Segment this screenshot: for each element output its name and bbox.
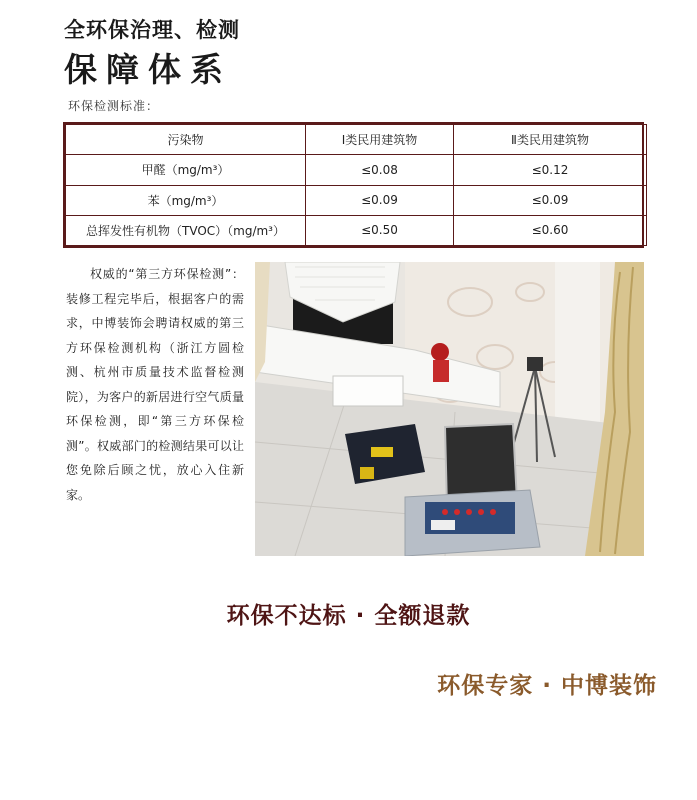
page-title-line2: 保障体系 bbox=[64, 50, 232, 89]
body-paragraph: 权威的“第三方环保检测”：装修工程完毕后，根据客户的需求，中博装饰会聘请权威的第三方环保检测机构（浙江方圆检测、杭州市质量技术监督检测院），为客户的新居进行空气质量环保检测，即“第三方环保检测”。权威部门的检测结果可以让您免除后顾之忧，放心入住新家。 bbox=[66, 267, 244, 502]
table-row bbox=[66, 155, 647, 185]
table-row bbox=[66, 185, 647, 215]
table-row bbox=[66, 215, 647, 245]
header-class-2: Ⅱ类民用建筑物 bbox=[454, 125, 647, 155]
cell-pollutant: 甲醛（mg/m³） bbox=[66, 155, 306, 185]
inspection-photo bbox=[255, 262, 644, 556]
cell-pollutant: 苯（mg/m³） bbox=[66, 185, 306, 215]
table-header-row bbox=[66, 125, 647, 155]
cell-class-2: ≤0.12 bbox=[454, 155, 647, 185]
header-class-1: Ⅰ类民用建筑物 bbox=[306, 125, 454, 155]
cell-class-1: ≤0.09 bbox=[306, 185, 454, 215]
cell-class-2: ≤0.60 bbox=[454, 215, 647, 245]
cell-class-1: ≤0.50 bbox=[306, 215, 454, 245]
refund-slogan: 环保不达标 · 全额退款 bbox=[226, 603, 471, 629]
standards-table bbox=[63, 122, 644, 248]
page-title-line1: 全环保治理、检测 bbox=[64, 18, 240, 42]
header-pollutant: 污染物 bbox=[66, 125, 306, 155]
cell-class-1: ≤0.08 bbox=[306, 155, 454, 185]
brand-slogan: 环保专家 · 中博装饰 bbox=[437, 673, 657, 699]
standard-label: 环保检测标准： bbox=[68, 99, 160, 113]
cell-class-2: ≤0.09 bbox=[454, 185, 647, 215]
cell-pollutant: 总挥发性有机物（TVOC）（mg/m³） bbox=[66, 215, 306, 245]
